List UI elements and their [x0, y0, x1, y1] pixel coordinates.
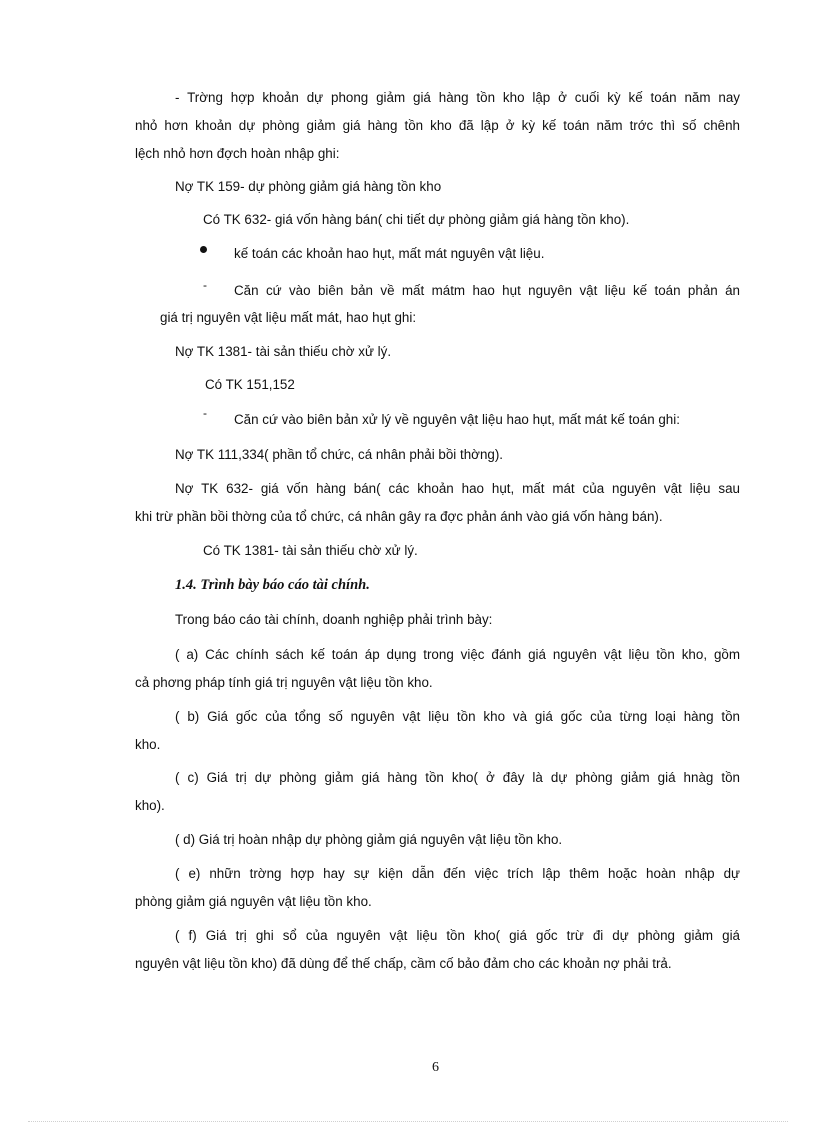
section-heading: 1.4. Trình bày báo cáo tài chính. — [175, 577, 370, 593]
paragraph-line: lệch nhỏ hơn đợch hoàn nhập ghi: — [135, 146, 340, 161]
dash-item-line: Căn cứ vào biên bản về mất mátm hao hụt nguyên vật liệu kế toán phản án — [234, 283, 740, 298]
page-number: 6 — [432, 1060, 439, 1075]
list-item-e: ( e) nhữn trờng hợp hay sự kiện dẫn đến việc trích lập thêm hoặc hoàn nhập dự — [175, 866, 740, 881]
paragraph-line: khi trừ phần bồi thờng của tổ chức, cá nhân gây ra đợc phản ánh vào giá vốn hàng bán). — [135, 509, 663, 524]
list-item-b-cont: kho. — [135, 737, 161, 752]
list-item-c: ( c) Giá trị dự phòng giảm giá hàng tồn kho( ở đây là dự phòng giảm giá hnàg tồn — [175, 770, 740, 785]
list-item-a-cont: cả phơng pháp tính giá trị nguyên vật liệu tồn kho. — [135, 675, 433, 690]
paragraph-line: nhỏ hơn khoản dự phòng giảm giá hàng tồn kho đã lập ở kỳ kế toán năm trớc thì số chênh — [135, 118, 740, 133]
list-item-b: ( b) Giá gốc của tổng số nguyên vật liệu tồn kho và giá gốc của từng loại hàng tồn — [175, 709, 740, 724]
credit-entry-151: Có TK 151,152 — [205, 377, 295, 392]
bullet-icon — [200, 246, 207, 253]
credit-entry-632: Có TK 632- giá vốn hàng bán( chi tiết dự phòng giảm giá hàng tồn kho). — [203, 212, 630, 227]
list-item-f: ( f) Giá trị ghi sổ của nguyên vật liệu tồn kho( giá gốc trừ đi dự phòng giảm giá — [175, 928, 740, 943]
dash-icon: - — [203, 406, 207, 420]
dash-icon: - — [203, 278, 207, 292]
debit-entry-1381: Nợ TK 1381- tài sản thiếu chờ xử lý. — [175, 344, 392, 359]
bullet-item: kế toán các khoản hao hụt, mất mát nguyên vật liệu. — [234, 246, 545, 261]
list-item-c-cont: kho). — [135, 798, 165, 813]
paragraph-line: Nợ TK 632- giá vốn hàng bán( các khoản hao hụt, mất mát của nguyên vật liệu sau — [175, 481, 740, 496]
paragraph-line: - Trờng hợp khoản dự phong giảm giá hàng tồn kho lập ở cuối kỳ kế toán năm nay — [175, 90, 740, 105]
list-item-f-cont: nguyên vật liệu tồn kho) đã dùng để thế chấp, cầm cố bảo đảm cho các khoản nợ phải trả. — [135, 956, 672, 971]
paragraph-line: Trong báo cáo tài chính, doanh nghiệp phải trình bày: — [175, 612, 493, 627]
dash-item-line: giá trị nguyên vật liệu mất mát, hao hụt ghi: — [160, 310, 417, 325]
list-item-e-cont: phòng giảm giá nguyên vật liệu tồn kho. — [135, 894, 372, 909]
debit-entry-111: Nợ TK 111,334( phần tổ chức, cá nhân phải bồi thờng). — [175, 447, 504, 462]
list-item-a: ( a) Các chính sách kế toán áp dụng trong việc đánh giá nguyên vật liệu tồn kho, gồm — [175, 647, 740, 662]
debit-entry-159: Nợ TK 159- dự phòng giảm giá hàng tồn kho — [175, 179, 442, 194]
footer-divider — [28, 1121, 788, 1122]
credit-entry-1381: Có TK 1381- tài sản thiếu chờ xử lý. — [203, 543, 418, 558]
dash-item-line: Căn cứ vào biên bản xử lý về nguyên vật liệu hao hụt, mất mát kế toán ghi: — [234, 412, 680, 427]
list-item-d: ( d) Giá trị hoàn nhập dự phòng giảm giá nguyên vật liệu tồn kho. — [175, 832, 563, 847]
